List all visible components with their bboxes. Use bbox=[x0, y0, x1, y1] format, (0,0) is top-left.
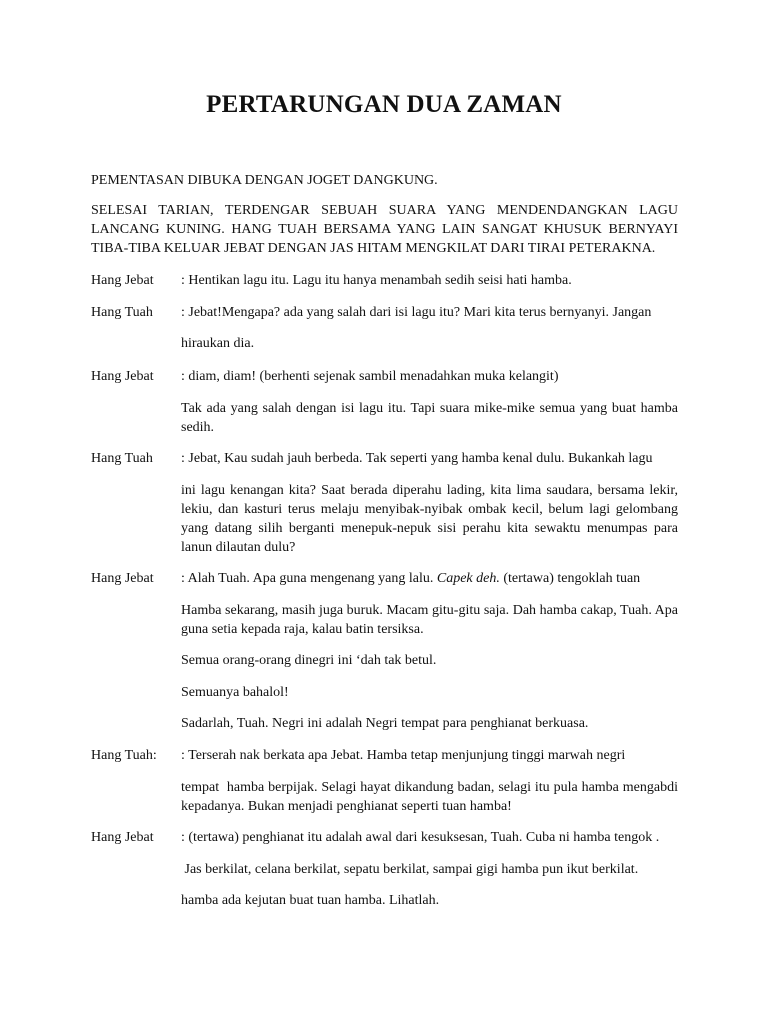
dialogue-line: : diam, diam! (berhenti sejenak sambil menadahkan muka kelangit) bbox=[181, 369, 559, 384]
dialogue-continuation: Semua orang-orang dinegri ini ‘dah tak betul. bbox=[181, 653, 437, 668]
dialogue-line: : Jebat!Mengapa? ada yang salah dari isi lagu itu? Mari kita terus bernyanyi. Jangan bbox=[181, 305, 652, 320]
dialogue-continuation: Tak ada yang salah dengan isi lagu itu. Tapi suara mike-mike semua yang buat hamba sedih. bbox=[181, 401, 678, 435]
dialogue-continuation: ini lagu kenangan kita? Saat berada diperahu lading, kita lima saudara, bersama lekir, lekiu, dan kasturi terus melaju menyibak-nyibak ombak kecil, belum lagi gelombang yang datang silih berganti menepuk-nepuk sisi perahu kita sewaktu menumpas para lanun dilautan dulu? bbox=[181, 483, 678, 555]
dialogue-line: : Terserah nak berkata apa Jebat. Hamba tetap menjunjung tinggi marwah negri bbox=[181, 748, 626, 763]
dialogue-continuation: Semuanya bahalol! bbox=[181, 685, 289, 700]
speaker-name: Hang Tuah bbox=[91, 451, 153, 466]
dialogue-continuation: Hamba sekarang, masih juga buruk. Macam gitu-gitu saja. Dah hamba cakap, Tuah. Apa guna setia kepada raja, kalau batin tersiksa. bbox=[181, 603, 678, 637]
speaker-name: Hang Tuah bbox=[91, 305, 153, 320]
dialogue-line: : (tertawa) penghianat itu adalah awal dari kesuksesan, Tuah. Cuba ni hamba tengok . bbox=[181, 830, 660, 845]
dialogue-line: : Hentikan lagu itu. Lagu itu hanya menambah sedih seisi hati hamba. bbox=[181, 273, 572, 288]
speaker-name: Hang Jebat bbox=[91, 571, 154, 586]
document-title: PERTARUNGAN DUA ZAMAN bbox=[206, 91, 562, 118]
speaker-name: Hang Tuah: bbox=[91, 748, 157, 763]
dialogue-line-italic: Capek deh. bbox=[436, 571, 500, 586]
dialogue-continuation: Jas berkilat, celana berkilat, sepatu berkilat, sampai gigi hamba pun ikut berkilat. bbox=[181, 862, 639, 877]
speaker-name: Hang Jebat bbox=[91, 830, 154, 845]
dialogue-line-text: (tertawa) tengoklah tuan bbox=[499, 571, 641, 586]
dialogue-line bbox=[181, 569, 640, 588]
dialogue-continuation: tempat hamba berpijak. Selagi hayat dikandung badan, selagi itu pula hamba mengabdi kepadanya. Bukan menjadi penghianat seperti tuan hamba! bbox=[181, 780, 682, 814]
speaker-name: Hang Jebat bbox=[91, 369, 154, 384]
dialogue-continuation: hamba ada kejutan buat tuan hamba. Lihatlah. bbox=[181, 893, 440, 908]
stage-direction-opening: PEMENTASAN DIBUKA DENGAN JOGET DANGKUNG. bbox=[91, 173, 438, 188]
speaker-name: Hang Jebat bbox=[91, 273, 154, 288]
dialogue-continuation: hiraukan dia. bbox=[181, 336, 255, 351]
stage-direction-scene: SELESAI TARIAN, TERDENGAR SEBUAH SUARA YANG MENDENDANGKAN LAGU LANCANG KUNING. HANG TUAH BERSAMA YANG LAIN SANGAT KHUSUK BERNYAYI TIBA-TIBA KELUAR JEBAT DENGAN JAS HITAM MENGKILAT DARI TIRAI PETERAKNA. bbox=[91, 203, 678, 256]
dialogue-line-text: : Alah Tuah. Apa guna mengenang yang lalu. bbox=[181, 571, 437, 586]
dialogue-line: : Jebat, Kau sudah jauh berbeda. Tak seperti yang hamba kenal dulu. Bukankah lagu bbox=[181, 451, 653, 466]
dialogue-continuation: Sadarlah, Tuah. Negri ini adalah Negri tempat para penghianat berkuasa. bbox=[181, 716, 589, 731]
